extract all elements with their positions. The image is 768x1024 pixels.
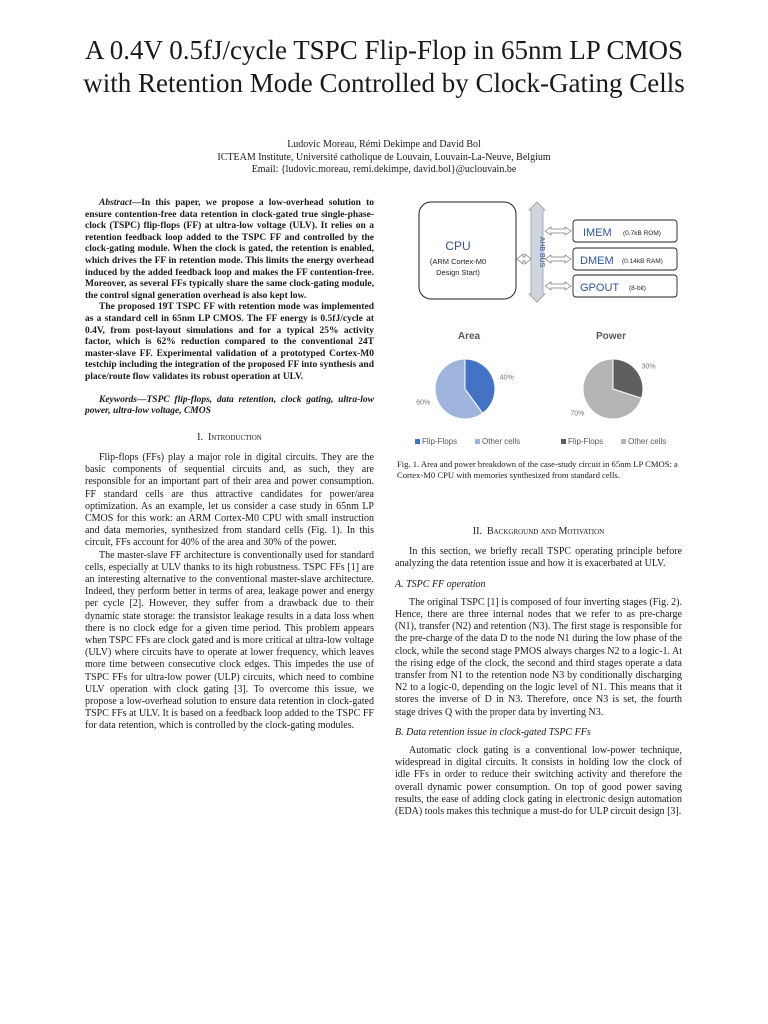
bus-label: AHB BUS [538,236,545,268]
affiliation: ICTEAM Institute, Université catholique de Louvain, Louvain-La-Neuve, Belgium [217,151,551,163]
abstract-paragraph-1 [85,198,374,302]
cpu-sublabel-1: (ARM Cortex-M0 [429,257,487,266]
area-data-label: 60% [416,399,431,407]
dmem-arrow [545,255,571,263]
intro-paragraph-2: The master-slave FF architecture is conventionally used for standard cells, especially at ULV thanks to its high robustness. TSPC FFs [1] are an interesting alternative to the conventional master-slave architecture. Indeed, they perform better in terms of area, leakage power and energy per cycle [2]. However, they suffer from a drawback due to their dynamic state storage: the transistor leakage results in a data loss when there is no clock edge for a given time period. This problem appears when TSPC FFs are clock gated and is more critical at ultra-low voltage (ULV) where circuits have to operate at lower frequency, which leaves more time between consecutive clock edges. This impedes the use of TSPC FFs for ultra-low power (ULP) circuits, which need to combine ULV operation with clock gating [3]. To overcome this issue, we propose a low-overhead solution to ensure data retention in clock-gated TSPC FFs at ULV. It is based on a feedback loop added to the TSPC FF for data retention, which is controlled by the clock-gating modules. [85,549,374,732]
figure-1-graphic [395,196,685,458]
abstract-text-1: —In this paper, we propose a low-overhead solution to ensure contention-free data retention in clock-gated true single-phase-clock (TSPC) flip-flops (FF) at ultra-low voltage (ULV). It relies on a retention feedback loop added to the TSPC FF and controlled by the clock-gating module. When the clock is gated, the retention is enabled, which drives the FF in retention mode. This limits the energy overhead induced by the added feedback loop and makes the FF contention-free. Moreover, as several FFs typically share the same clock-gating module, the control signal generation overhead is also kept low. [85,198,374,301]
background-intro: In this section, we briefly recall TSPC operating principle before analyzing the data retention issue and how it is exacerbated at ULV. [395,546,682,570]
subsection-a-paragraph: The original TSPC [1] is composed of four inverting stages (Fig. 2). Hence, there are three internal nodes that we refer to as pre-charge (N1), transfer (N2) and retention (N3). The first stage is responsible for the pre-charge of the data D to the node N1 during the low phase of the clock, while the second stage PMOS always charges N2 to a logic-1. At the rising edge of the clock, the second and third stages operate a data transfer from N1 to the retention node N3 by conditionally discharging N2 to a logic-0, depending on the logic level of N1. This means that it stores the inverse of D in N3. Therefore, once N3 is set, the fourth stage drives Q with the proper data by inverting N3. [395,596,682,718]
power-chart-title: Power [595,331,627,342]
paper-title: A 0.4V 0.5fJ/cycle TSPC Flip-Flop in 65nm LP CMOS with Retention Mode Controlled by Clock-Gating Cells [83,35,685,98]
power-data-label: 70% [570,410,585,418]
section-number: II. [472,526,482,537]
section-number: I. [197,431,203,443]
cpu-sublabel-2: Design Start) [436,268,480,277]
dmem-label: DMEM [580,255,614,267]
authors: Ludovic Moreau, Rémi Dekimpe and David Bol [287,139,481,150]
figure-1 [395,196,685,488]
gpout-note: (8-bit) [629,285,646,292]
email: Email: {ludovic.moreau, remi.dekimpe, david.bol}@uclouvain.be [251,164,517,175]
cpu-label: CPU [445,239,471,253]
abstract-paragraph-2: The proposed 19T TSPC FF with retention mode was implemented as a standard cell in 65nm LP CMOS. The FF energy is 0.5fJ/cycle at 0.4V, from post-layout simulations and for a typical 25% activity factor, which is 62% reduction compared to the conventional 24T master-slave FF. Experimental validation of a prototyped Cortex-M0 testchip including the integration of the proposed FF into synthesis and place/route flow validates its robust operation at ULV. [85,302,374,382]
imem-arrow [545,227,571,235]
area-chart-title: Area [457,331,481,342]
area-legend-swatch [475,439,480,444]
section-heading-background [395,526,682,538]
subsection-b-paragraph: Automatic clock gating is a conventional low-power technique, widespread in digital circuits. It consists in holding low the clock of idle FFs in order to reduce their switching activity and therefore the overall dynamic power consumption. On top of good power saving results, the ease of adding clock gating in electronic design automation (EDA) tools makes this technique a must-do for ULP circuit design [3]. [395,745,682,818]
power-legend-swatch [561,439,566,444]
area-data-label: 40% [499,374,514,382]
section-title: Introduction [207,431,262,443]
cpu-bus-arrow [517,254,531,264]
subsection-b-title: B. Data retention issue in clock-gated TSPC FFs [395,726,591,738]
gpout-arrow [545,282,571,290]
power-data-label: 30% [641,363,656,371]
right-column [395,526,682,818]
area-legend-label: Other cells [482,437,521,446]
keywords: Keywords—TSPC flip-flops, data retention, clock gating, ultra-low power, ultra-low voltage, CMOS [85,394,374,417]
section-heading-introduction [85,432,374,444]
figure-1-caption: Fig. 1. Area and power breakdown of the case-study circuit in 65nm LP CMOS: a Cortex-M0 CPU with memories synthesized from standard cells. [397,459,678,480]
abstract-label: Abstract [99,198,132,208]
power-legend-label: Flip-Flops [568,437,604,446]
gpout-label: GPOUT [580,282,620,294]
power-legend-swatch [621,439,626,444]
left-column [85,198,374,733]
imem-label: IMEM [583,227,612,239]
section-title: Background and Motivation [486,526,605,537]
author-block [120,139,648,177]
subsection-a-title: A. TSPC FF operation [395,578,486,590]
power-legend-label: Other cells [628,437,667,446]
imem-note: (0.7kB ROM) [623,230,661,237]
dmem-note: (0.14kB RAM) [622,258,663,265]
area-legend-label: Flip-Flops [422,437,458,446]
pie-charts [415,331,666,446]
area-legend-swatch [415,439,420,444]
intro-paragraph-1: Flip-flops (FFs) play a major role in digital circuits. They are the basic components of sequential circuits and, as such, they are responsible for an important part of their area and power consumption. FF standard cells are thus attractive candidates for power/area optimization. As an example, let us consider a case study in 65nm LP CMOS for this work: an ARM Cortex-M0 CPU with small instruction and data memories, synthesized from standard cells (Fig. 1). In this circuit, FFs account for 40% of the area and 30% of the power. [85,451,374,549]
